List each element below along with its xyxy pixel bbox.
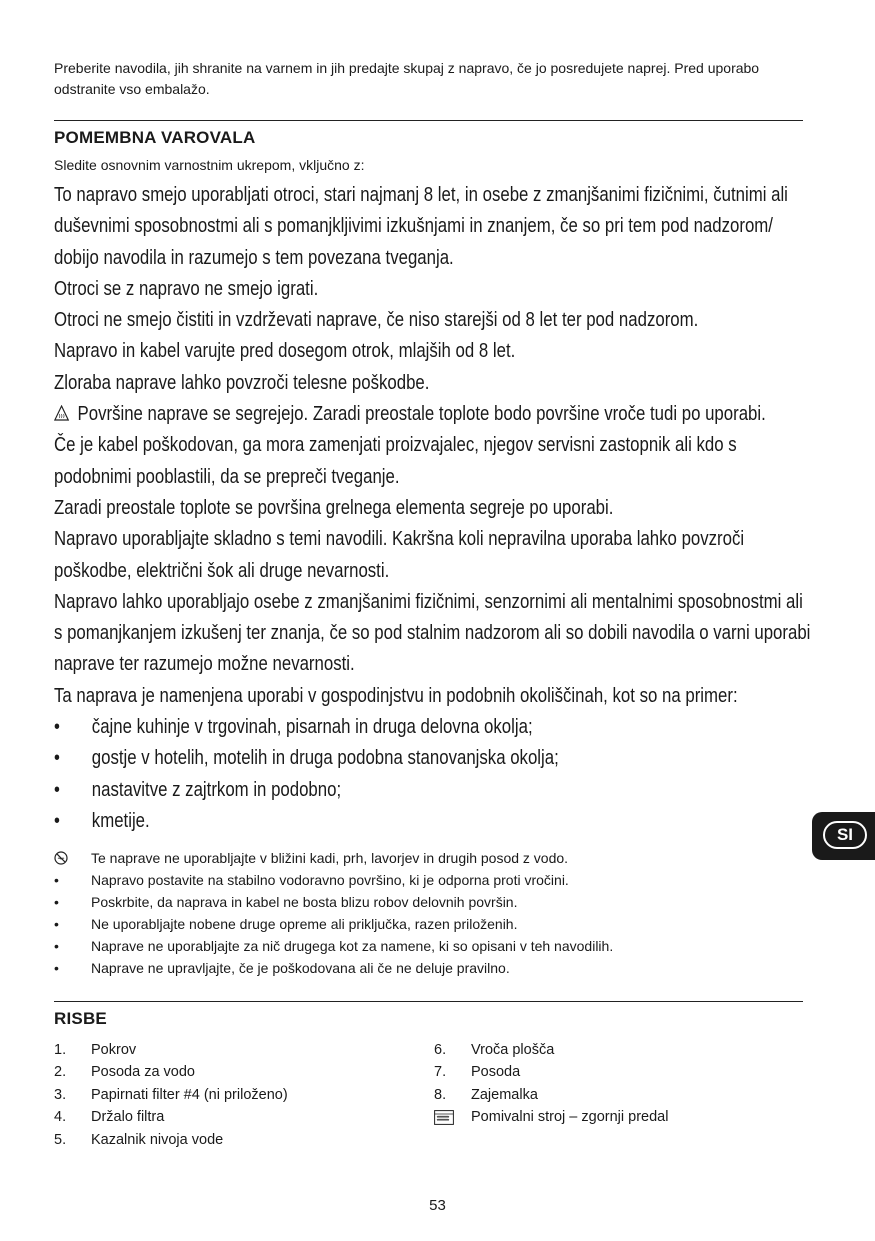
list-item: • Naprave ne uporabljajte za nič drugega kot za namene, ki so opisani v teh navodilih. bbox=[54, 938, 614, 954]
page-number: 53 bbox=[429, 1197, 446, 1214]
safety-paragraph: Otroci ne smejo čistiti in vzdrževati naprave, če niso starejši od 8 let ter pod nadzorom. bbox=[54, 309, 699, 332]
list-item: • Napravo postavite na stabilno vodoravno površino, ki je odporna proti vročini. bbox=[54, 872, 569, 888]
safety-paragraph: Napravo in kabel varujte pred dosegom otrok, mlajših od 8 let. bbox=[54, 340, 516, 363]
usage-bullet: • nastavitve z zajtrkom in podobno; bbox=[54, 778, 342, 801]
hot-surface-text: Površine naprave se segrejejo. Zaradi preostale toplote bodo površine vroče tudi po uporabi. bbox=[77, 403, 766, 426]
safety-paragraph: Ta naprava je namenjena uporabi v gospodinjstvu in podobnih okoliščinah, kot so na primer: bbox=[54, 684, 738, 707]
safety-instructions bbox=[54, 180, 814, 837]
intro-text: Preberite navodila, jih shranite na varnem in jih predajte skupaj z napravo, če jo posredujete naprej. Pred uporabo odstranite vso embalažo. bbox=[54, 60, 760, 97]
list-item: • Naprave ne upravljajte, če je poškodovana ali če ne deluje pravilno. bbox=[54, 960, 510, 976]
hot-surface-warning-icon bbox=[54, 405, 69, 421]
safety-paragraph: Napravo uporabljajte skladno s temi navodili. Kakršna koli nepravilna uporaba lahko povzroči poškodbe, električni šok ali druge nevarnosti. bbox=[54, 528, 745, 582]
section-divider bbox=[54, 120, 803, 121]
manual-page: Preberite navodila, jih shranite na varnem in jih predajte skupaj z napravo, če jo posredujete naprej. Pred uporabo odstranite vso embalažo. POMEMBNA VAROVALA Sledite osnovnim varnostnim ukrepom, vključno z: To napravo smejo uporabljati otroci, stari najmanj 8 let, in osebe z zmanjšanimi fizičnimi, čutnimi ali duševnimi sposobnostmi ali s pomanjkljivimi izkušnjami in znanjem, če so pri tem pod nadzorom/ dobijo navodila in razumejo s tem povezana tveganja. Otroci se z napravo ne smejo igrati. Otroci ne smejo čistiti in vzdrževati naprave, če niso starejši od 8 let ter pod nadzorom. Napravo in kabel varujte pred dosegom otrok, mlajših od 8 let. Zloraba naprave lahko povzroči telesne poškodbe. Površine naprave se segrejejo. Zaradi preostale toplote bodo površine vroče tudi po uporabi. Če je kabel poškodovan, ga mora zamenjati proizvajalec, njegov servisni zastopnik ali kdo s podobnimi pooblastili, da se prepreči tveganje. Zaradi preostale toplote se površina grelnega elementa segreje po uporabi. Napravo uporabljajte skladno s temi navodili. Kakršna koli nepravilna uporaba lahko povzroči poškodbe, električni šok ali druge nevarnosti. Napravo lahko uporabljajo osebe z zmanjšanimi fizičnimi, senzornimi ali mentalnimi sposobnostmi ali s pomanjkanjem izkušenj ter znanja, če so pod stalnim nadzorom ali so dobili navodila o varni uporabi naprave ter razumejo možne nevarnosti. Ta naprava je namenjena uporabi v gospodinjstvu in podobnih okoliščinah, kot so na primer: • čajne kuhinje v trgovinah, pisarnah in druga delovna okolja; • gostje v hotelih, motelih in druga podobna stanovanjska okolja; • nastavitve z zajtrkom in podobno; • kmetije. Te naprave ne uporabljajte v bližini kadi, prh, lavorjev in drugih posod z vodo. • Napravo postavite na stabilno vodoravno površino, ki je odporna proti vročini. • Poskrbite, da naprava in kabel ne bosta blizu robov delovnih površin. • Ne uporabljajte nobene druge opreme ali priključka, razen priloženih. • Naprave ne uporabljajte za nič drugega kot za namene, ki so opisani v teh navodilih. • Naprave ne upravljajte, če je poškodovana ali če ne deluje pravilno. RISBE 1. Pokrov 2. Posoda za vodo 3. Papirnati filter #4 (ni priloženo) 4. Držalo filtra 5. Kazalnik nivoja vode 6. Vroča plošča 7. Posoda 8. Zajemalka Pomivalni stroj – zgornji predal SI 53 bbox=[0, 0, 875, 1241]
no-water-icon bbox=[54, 847, 68, 869]
safety-paragraph: Napravo lahko uporabljajo osebe z zmanjšanimi fizičnimi, senzornimi ali mentalnimi sposobnostmi ali s pomanjkanjem izkušenj ter znanja, če so pod stalnim nadzorom ali so dobili navodila o varni uporabi naprave ter razumejo možne nevarnosti. bbox=[54, 590, 811, 676]
usage-bullet: • čajne kuhinje v trgovinah, pisarnah in druga delovna okolja; bbox=[54, 716, 533, 739]
safety-paragraph: Zaradi preostale toplote se površina grelnega elementa segreje po uporabi. bbox=[54, 496, 614, 519]
list-item: • Ne uporabljajte nobene druge opreme ali priključka, razen priloženih. bbox=[54, 916, 518, 932]
safety-paragraph: Otroci se z napravo ne smejo igrati. bbox=[54, 277, 319, 300]
no-water-warning: Te naprave ne uporabljajte v bližini kadi, prh, lavorjev in drugih posod z vodo. bbox=[54, 847, 814, 869]
hot-surface-warning bbox=[54, 399, 814, 430]
extra-safety-list bbox=[54, 847, 814, 979]
usage-bullet: • gostje v hotelih, motelih in druga podobna stanovanjska okolja; bbox=[54, 747, 559, 770]
figures-heading: RISBE bbox=[54, 1009, 107, 1028]
usage-bullet: • kmetije. bbox=[54, 809, 150, 832]
safety-lead: Sledite osnovnim varnostnim ukrepom, vključno z: bbox=[54, 157, 365, 173]
safety-paragraph: Zloraba naprave lahko povzroči telesne poškodbe. bbox=[54, 371, 430, 394]
section-divider bbox=[54, 1001, 803, 1002]
language-code: SI bbox=[823, 821, 867, 849]
dishwasher-icon bbox=[434, 1110, 454, 1132]
language-tab bbox=[812, 812, 875, 860]
safety-heading: POMEMBNA VAROVALA bbox=[54, 128, 256, 147]
list-item: • Poskrbite, da naprava in kabel ne bosta blizu robov delovnih površin. bbox=[54, 894, 518, 910]
safety-paragraph: Če je kabel poškodovan, ga mora zamenjati proizvajalec, njegov servisni zastopnik ali kdo s podobnimi pooblastili, da se prepreči tveganje. bbox=[54, 434, 737, 488]
safety-paragraph: To napravo smejo uporabljati otroci, stari najmanj 8 let, in osebe z zmanjšanimi fizičnimi, čutnimi ali duševnimi sposobnostmi ali s pomanjkljivimi izkušnjami in znanjem, če so pri tem pod nadzorom/ dobijo navodila in razumejo s tem povezana tveganja. bbox=[54, 184, 788, 269]
